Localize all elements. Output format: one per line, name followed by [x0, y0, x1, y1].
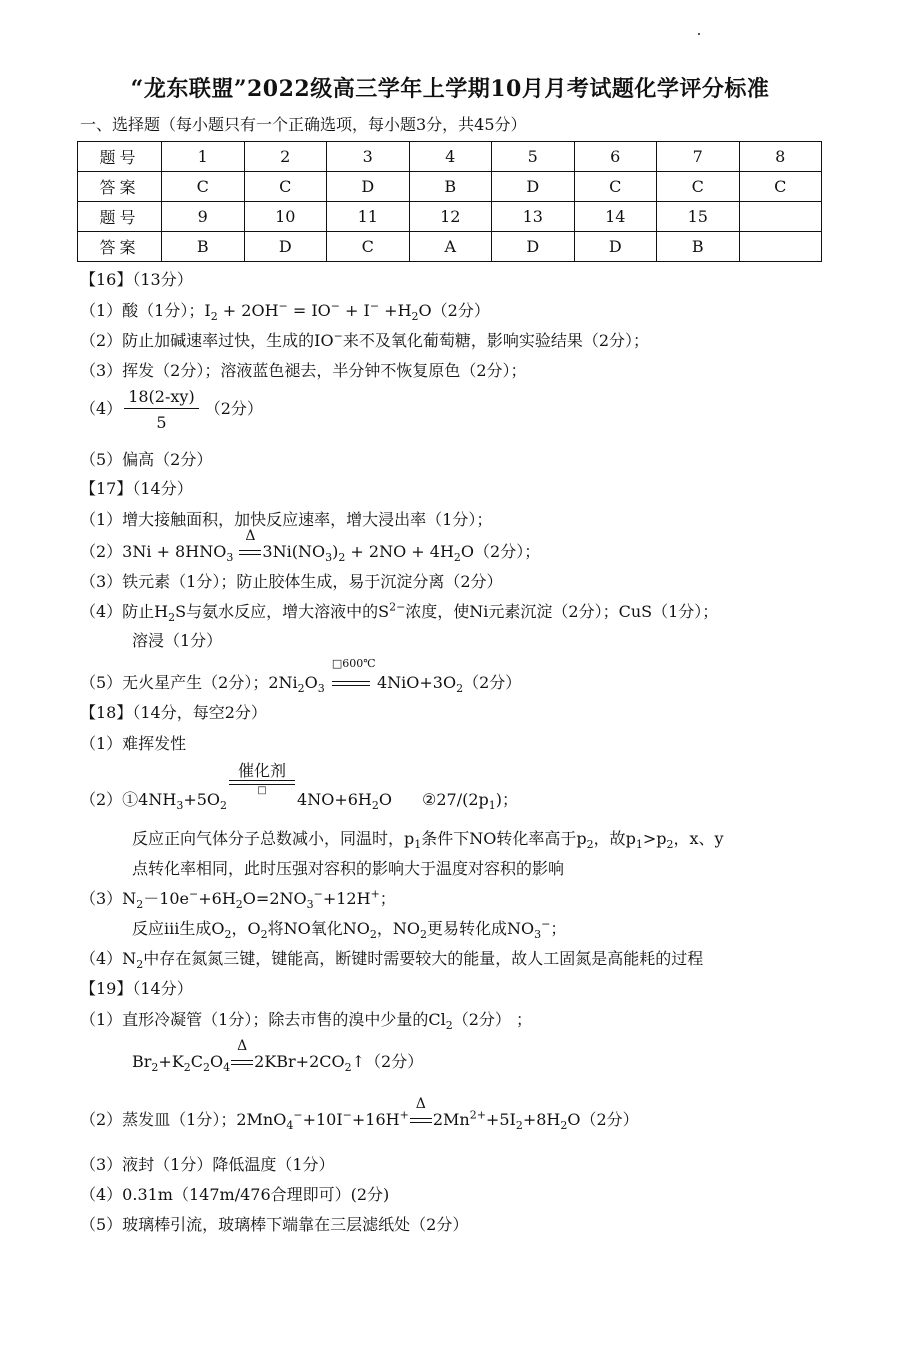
table-cell: C	[657, 172, 740, 202]
table-row	[78, 232, 822, 262]
q18-explanation-line2: 点转化率相同，此时压强对容积的影响大于温度对容积的影响	[132, 859, 565, 878]
table-cell: D	[492, 172, 575, 202]
table-row	[78, 172, 822, 202]
table-cell: 3	[327, 142, 410, 172]
heat-condition: Δ	[409, 1110, 433, 1129]
table-cell: B	[162, 232, 245, 262]
table-cell: C	[244, 172, 327, 202]
q18-part2: $(2)①4NH_3+5O_2$ 催化剂 □ $4NO+6H_2O$ $②27/(2p_1)$；	[80, 761, 519, 813]
table-cell: C	[574, 172, 657, 202]
q16-heading: 【16】（13分）	[80, 270, 193, 289]
table-cell: 1	[162, 142, 245, 172]
q16-part4: （4） $\frac{18(2-xy)}{5}$ （2分）	[80, 387, 263, 432]
temperature-condition: □600℃	[332, 673, 370, 692]
table-cell: 4	[409, 142, 492, 172]
table-cell: C	[327, 232, 410, 262]
q17-part3: （3）铁元素（1分）；防止胶体生成，易于沉淀分离（2分）	[80, 572, 503, 591]
table-cell: D	[574, 232, 657, 262]
fraction: $\frac{18(2-xy)}{5}$	[124, 387, 199, 432]
table-cell: 5	[492, 142, 575, 172]
q16-part2: （2）防止加碱速率过快，生成的IO−来不及氧化葡萄糖，影响实验结果（2分）；	[80, 329, 650, 350]
table-cell: 10	[244, 202, 327, 232]
q17-part4-continued: 溶浸（1分）	[132, 631, 223, 650]
table-cell: 9	[162, 202, 245, 232]
table-cell: A	[409, 232, 492, 262]
q19-part5: （5）玻璃棒引流，玻璃棒下端靠在三层滤纸处（2分）	[80, 1215, 469, 1234]
table-cell: D	[327, 172, 410, 202]
table-cell: 6	[574, 142, 657, 172]
q17-part4: （4）防止$H_2S$与氨水反应，增大溶液中的$S^{2-}$浓度，使Ni元素沉淀（2分）；CuS（1分）；	[80, 600, 719, 625]
q19-heading: 【19】（14分）	[80, 979, 193, 998]
q19-part4: （4）0.31m（147m/476合理即可）(2分)	[80, 1185, 390, 1204]
table-cell: D	[244, 232, 327, 262]
table-cell: 14	[574, 202, 657, 232]
table-cell: B	[409, 172, 492, 202]
q19-part3: （3）液封（1分）降低温度（1分）	[80, 1155, 335, 1174]
q17-part2: $(2)3Ni + 8HNO_3$ Δ $3Ni(NO_3)_2 + 2NO + 4H_2O(2$分）；	[80, 528, 541, 565]
q17-part1: （1）增大接触面积，加快反应速率，增大浸出率（1分）；	[80, 510, 493, 529]
q19-part1-equation: $Br_2+K_2C_2O_4$ Δ $2KBr+2CO_2↑(2$分）	[132, 1038, 424, 1075]
q18-heading: 【18】（14分，每空2分）	[80, 703, 267, 722]
q18-part3: $(3)N_2-10e^-+6H_2O=2NO_3^-+12H^+$；	[80, 887, 396, 912]
table-cell: 15	[657, 202, 740, 232]
page-title: “龙东联盟”2022级高三学年上学期10月月考试题化学评分标准	[130, 76, 770, 102]
table-cell: 13	[492, 202, 575, 232]
q18-part3-explanation: 反应iii生成$O_2$，$O_2$将NO氧化$NO_2$，$NO_2$更易转化成$NO_3^-$；	[132, 917, 567, 942]
answer-table	[77, 141, 822, 262]
q18-part1: （1）难挥发性	[80, 734, 187, 753]
q17-heading: 【17】（14分）	[80, 479, 193, 498]
table-cell: C	[162, 172, 245, 202]
table-cell	[739, 232, 822, 262]
table-cell: 8	[739, 142, 822, 172]
q16-part5: （5）偏高（2分）	[80, 450, 213, 469]
q16-part3: （3）挥发（2分）；溶液蓝色褪去，半分钟不恢复原色（2分）；	[80, 361, 527, 380]
table-cell: 11	[327, 202, 410, 232]
heat-condition: Δ	[238, 542, 262, 561]
table-cell: D	[492, 232, 575, 262]
q16-part1: （1）酸（1分）；$I_2 + 2OH^- = IO^- + I^- +H_2O(2$分）	[80, 299, 490, 324]
q18-explanation-line1: 反应正向气体分子总数减小，同温时，$p_1$条件下NO转化率高于$p_2$，故$p_1>p_2$，x、y	[132, 829, 724, 852]
table-cell: B	[657, 232, 740, 262]
q18-part4: $(4)N_2$中存在氮氮三键，键能高，断键时需要较大的能量，故人工固氮是高能耗的过程	[80, 949, 704, 972]
heat-condition: Δ	[230, 1052, 254, 1071]
row-header: 题号	[78, 142, 162, 172]
q17-part5: （5）无火星产生（2分）；$2Ni_2O_3$ □600℃ $4NiO+3O_2(2$分）	[80, 657, 522, 696]
table-cell	[739, 202, 822, 232]
q19-part1: （1）直形冷凝管（1分）；除去市售的溴中少量的$Cl_2(2$分） ；	[80, 1010, 533, 1033]
table-row	[78, 142, 822, 172]
table-cell: 2	[244, 142, 327, 172]
table-cell: 12	[409, 202, 492, 232]
table-cell: C	[739, 172, 822, 202]
row-header: 答案	[78, 232, 162, 262]
q19-part2: （2）蒸发皿（1分）；2MnO$_4$−+10I−+16H+ Δ $2Mn^{2+}+5I_2+8H_2O(2$分）	[80, 1096, 639, 1133]
table-row	[78, 202, 822, 232]
scan-speck	[698, 33, 700, 35]
catalyst-condition: 催化剂 □	[229, 762, 295, 797]
row-header: 答案	[78, 172, 162, 202]
row-header: 题号	[78, 202, 162, 232]
table-cell: 7	[657, 142, 740, 172]
section-multiple-choice-heading: 一、选择题（每小题只有一个正确选项，每小题3分，共45分）	[80, 115, 527, 134]
